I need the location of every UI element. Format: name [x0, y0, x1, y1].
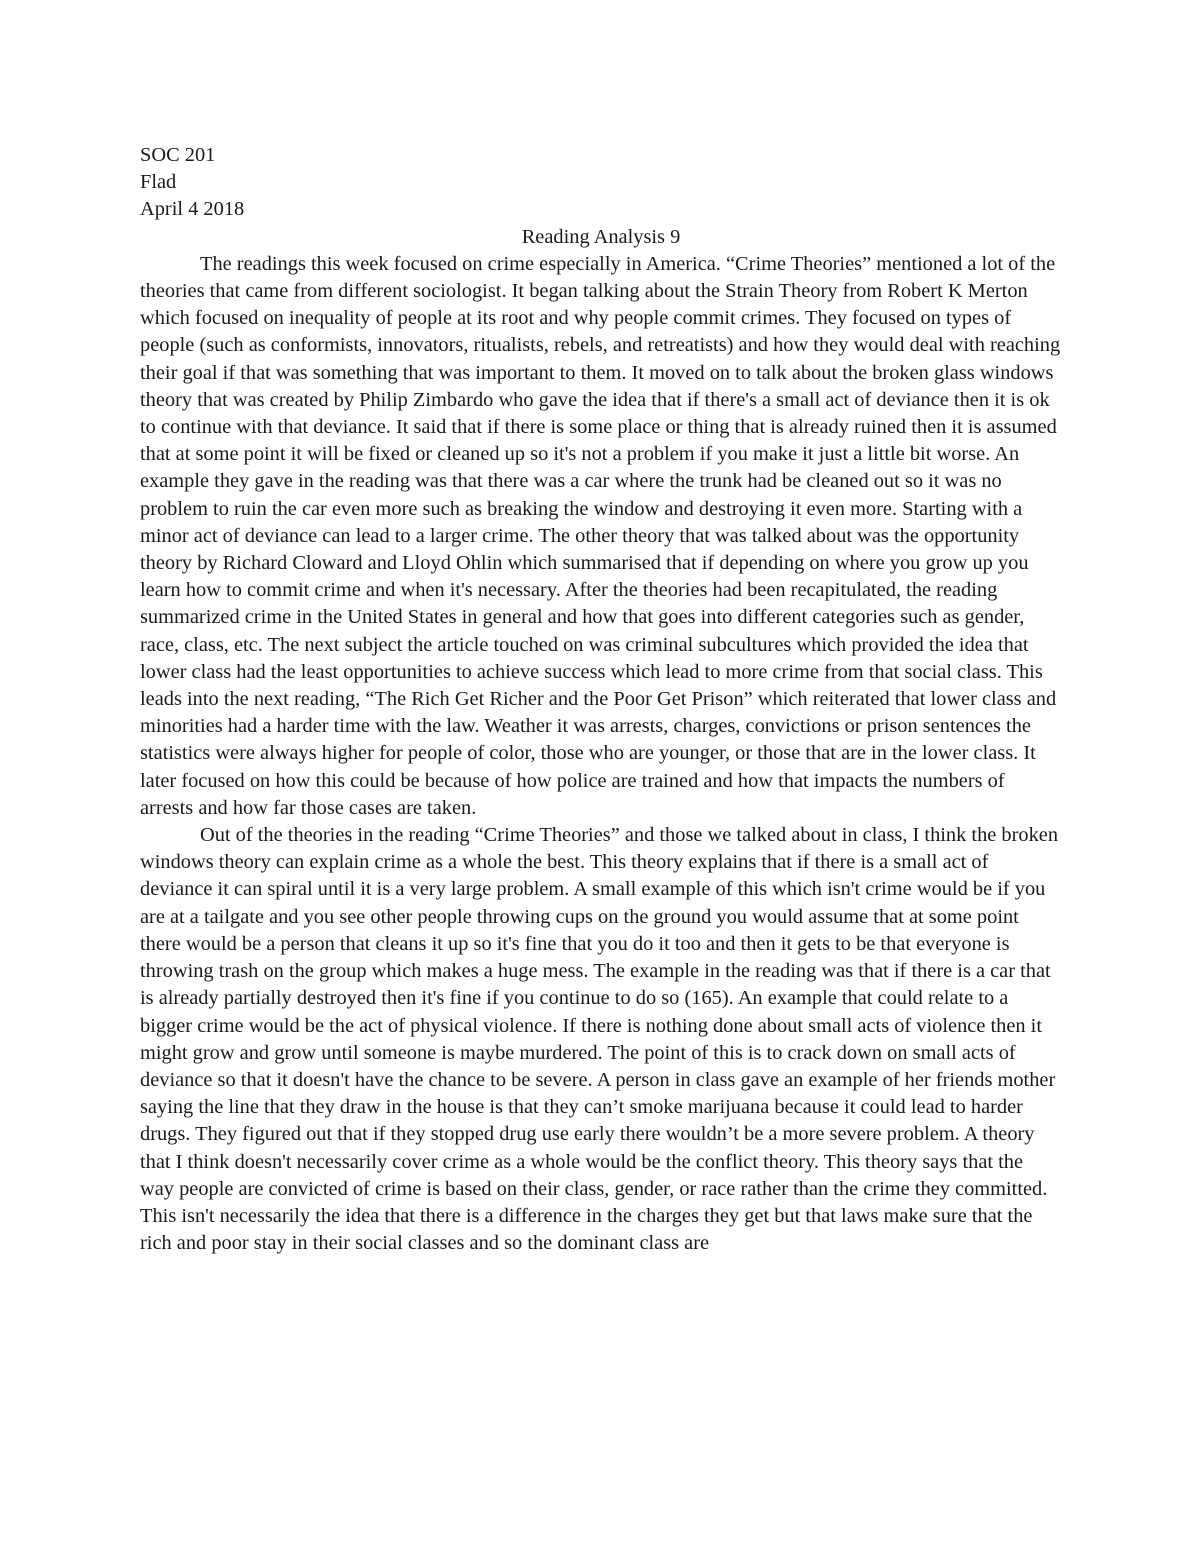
document-title: Reading Analysis 9: [521, 225, 681, 248]
document-page: [140, 142, 1062, 1257]
assignment-date: April 4 2018: [140, 198, 245, 221]
body-paragraph-2: Out of the theories in the reading “Crime Theories” and those we talked about in class, I think the broken windows theory can explain crime as a whole the best. This theory explains that if there is a small act of deviance it can spiral until it is a very large problem. A small example of this which isn't crime would be if you are at a tailgate and you see other people throwing cups on the ground you would assume that at some point there would be a person that cleans it up so it's fine that you do it too and then it gets to be that everyone is throwing trash on the group which makes a huge mess. The example in the reading was that if there is a car that is already partially destroyed then it's fine if you continue to do so (165). An example that could relate to a bigger crime would be the act of physical violence. If there is nothing done about small acts of violence then it might grow and grow until someone is maybe murdered. The point of this is to crack down on small acts of deviance so that it doesn't have the chance to be severe. A person in class gave an example of her friends mother saying the line that they draw in the house is that they can’t smoke marijuana because it could lead to harder drugs. They figured out that if they stopped drug use early there wouldn’t be a more severe problem. A theory that I think doesn't necessarily cover crime as a whole would be the conflict theory. This theory says that the way people are convicted of crime is based on their class, gender, or race rather than the crime they committed. This isn't necessarily the idea that there is a difference in the charges they get but that laws make sure that the rich and poor stay in their social classes and so the dominant class are: [140, 824, 1059, 1255]
course-name: SOC 201: [140, 144, 216, 166]
body-paragraph-1: The readings this week focused on crime especially in America. “Crime Theories” mentioned a lot of the theories that came from different sociologist. It began talking about the Strain Theory from Robert K Merton which focused on inequality of people at its root and why people commit crimes. They focused on types of people (such as conformists, innovators, ritualists, rebels, and retreatists) and how they would deal with reaching their goal if that was something that was important to them. It moved on to talk about the broken glass windows theory that was created by Philip Zimbardo who gave the idea that if there's a small act of deviance then it is ok to continue with that deviance. It said that if there is some place or thing that is already ruined then it is assumed that at some point it will be fixed or cleaned up so it's not a problem if you make it just a little bit worse. An example they gave in the reading was that there was a car where the trunk had be cleaned out so it was no problem to ruin the car even more such as breaking the window and destroying it even more. Starting with a minor act of deviance can lead to a larger crime. The other theory that was talked about was the opportunity theory by Richard Cloward and Lloyd Ohlin which summarised that if depending on where you grow up you learn how to commit crime and when it's necessary. After the theories had been recapitulated, the reading summarized crime in the United States in general and how that goes into different categories such as gender, race, class, etc. The next subject the article touched on was criminal subcultures which provided the idea that lower class had the least opportunities to achieve success which lead to more crime from that social class. This leads into the next reading, “The Rich Get Richer and the Poor Get Prison” which reiterated that lower class and minorities had a harder time with the law. Weather it was arrests, charges, convictions or prison sentences the statistics were always higher for people of color, those who are younger, or those that are in the lower class. It later focused on how this could be because of how police are trained and how that impacts the numbers of arrests and how far those cases are taken.: [140, 252, 1061, 819]
instructor-name: Flad: [140, 171, 177, 194]
